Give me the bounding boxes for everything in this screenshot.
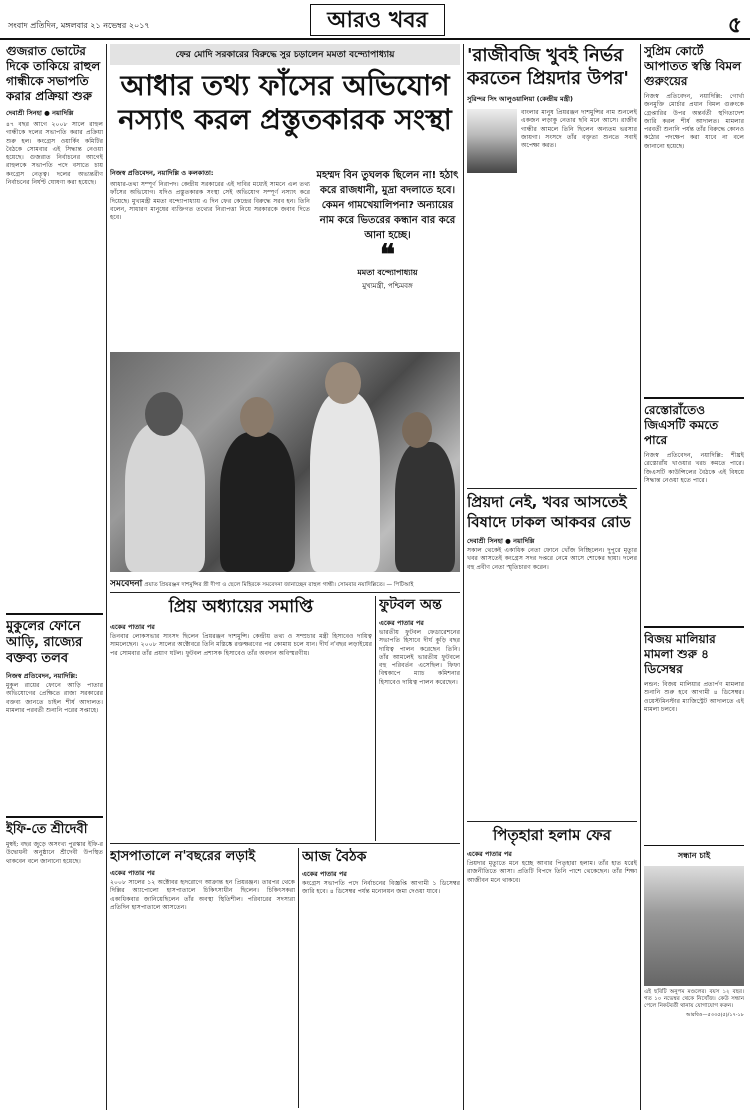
story-byline: সুরিন্দর সিং আলুওয়ালিয়া (কেন্দ্রীয় মন্ত্রী) (467, 95, 573, 103)
quote-author: মমতা বন্দ্যোপাধ্যায় (357, 267, 418, 277)
story-rajib (467, 44, 637, 484)
caption-text: প্রয়াত প্রিয়রঞ্জন দাশমুন্সির স্ত্রী দীপা ও ছেলে মিহিরকে সমবেদনা জানাচ্ছেন রাহুল গান্ধী। সোমবার নয়াদিল্লিতে। — পিটিআই (144, 582, 414, 588)
story-headline: পিতৃহারা হলাম ফের (492, 826, 612, 844)
column-rule (106, 44, 107, 1110)
story-body: তিনবার লোকসভার সাংসদ ছিলেন প্রিয়রঞ্জন দাশমুন্সি। কেন্দ্রীয় তথ্য ও সম্প্রচার মন্ত্রী হিসাবেও দায়িত্ব সামলেছেন। ২০০৮ সালের অক্টোবরে তিনি মস্তিষ্কে রক্তক্ষরণের পর কোমায় চলে যান। দীর্ঘ ন'বছর লড়াইয়ের পর সোমবার তাঁর প্রয়াণ ঘটল। ফুটবল প্রশাসক হিসাবেও তাঁর অবদান অবিস্মরণীয়। (110, 633, 372, 657)
lead-quote (315, 168, 460, 350)
lead-kicker: ফের মোদি সরকারের বিরুদ্ধে সুর চড়ালেন মমতা বন্দ্যোপাধ্যায় (110, 44, 460, 65)
column-rule (375, 596, 376, 841)
photo-figure (145, 392, 183, 436)
story-headline: হাসপাতালে ন'বছরের লড়াই (110, 849, 256, 864)
photo-figure (310, 392, 380, 572)
divider (467, 821, 637, 822)
story-priyo (110, 596, 372, 841)
divider (6, 613, 103, 615)
story-headline: প্রিয়দা নেই, খবর আসতেই বিষাদে ঢাকল আকবর রোড (467, 493, 631, 531)
story-body: নিজস্ব প্রতিবেদন, নয়াদিল্লি: শীঘ্রই রেস্তোরাঁয় খাওয়ার খরচ কমতে পারে। জিএসটি কাউন্সিলের বৈঠকে এই বিষয়ে সিদ্ধান্ত নেওয়া হতে পারে। (644, 452, 744, 484)
divider (644, 626, 744, 628)
divider (6, 816, 103, 818)
photo-figure (395, 442, 455, 572)
story-headline: মুকুলের ফোনে আড়ি, রাজ্যের বক্তব্য তলব (6, 619, 83, 666)
story-body: লন্ডন: বিজয় মালিয়ার প্রত্যর্পণ মামলার শুনানি শুরু হবে আগামী ৪ ডিসেম্বর। ওয়েস্টমিনস্টার ম্যাজিস্ট্রেট আদালতে এই মামলা চলবে। (644, 681, 744, 713)
story-headline: ইফি-তে শ্রীদেবী (6, 822, 88, 837)
photo-figure (220, 432, 295, 572)
story-body: ২০০৮ সালের ১২ অক্টোবর হৃদরোগে আক্রান্ত হন প্রিয়রঞ্জন। তারপর থেকে দিল্লির অ্যাপোলো হাসপাতালে চিকিৎসাধীন ছিলেন। চিকিৎসকরা একাধিকবার জানিয়েছিলেন তাঁর অবস্থা স্থিতিশীল। পরিবারের সদস্যরা প্রতিদিন হাসপাতালে আসতেন। (110, 879, 295, 911)
divider (644, 845, 744, 846)
story-meeting (302, 848, 460, 1108)
story-headline: রেস্তোরাঁতেও জিএসটি কমতে পারে (644, 403, 719, 447)
story-headline: গুজরাত ভোটের দিকে তাকিয়ে রাহুল গান্ধীকে সভাপতি করার প্রক্রিয়া শুরু (6, 44, 101, 103)
lead-headline (110, 69, 460, 137)
story-headline: 'রাজীবজি খুবই নির্ভর করতেন প্রিয়দার উপর' (467, 45, 629, 89)
photo-figure (125, 422, 205, 572)
story-body: বাংলার মানুষ প্রিয়রঞ্জন দাশমুন্সির নাম শুনলেই একজন লড়াকু নেতার ছবি মনে আসে। রাজীব গান্ধীর আমলে তিনি ছিলেন অন্যতম ভরসার জায়গা। সংসদে তাঁর বক্তৃতা শুনতে সবাই অপেক্ষা করত। (521, 109, 637, 150)
story-lead: একের পাতার পর (110, 869, 155, 877)
divider (110, 843, 460, 844)
divider (644, 397, 744, 399)
story-body: ৪৭ বছর আগে ২০০৮ সালে রাহুল গান্ধীকে দলের সভাপতি করার প্রক্রিয়া শুরু হল। কংগ্রেস ওয়ার্কিং কমিটির বৈঠকে সোমবার এই সিদ্ধান্ত নেওয়া হয়েছে। গুজরাত নির্বাচনের আগেই রাহুলকে সভাপতি পদে বসাতে চায় কংগ্রেস নেতৃত্ব। দলের অভ্যন্তরীণ নির্বাচনের নির্ঘণ্ট ঘোষণা করা হয়েছে। (6, 121, 103, 187)
photo-figure (240, 397, 274, 437)
section-title: আরও খবর (310, 4, 445, 36)
story-byline: নিজস্ব প্রতিবেদন, নয়াদিল্লি: (6, 672, 78, 680)
page-header (0, 0, 750, 40)
caption-label: সমবেদনা (110, 579, 143, 588)
divider (467, 488, 637, 489)
column-rule (463, 44, 464, 1110)
lead-byline: নিজস্ব প্রতিবেদন, নয়াদিল্লি ও কলকাতা: (110, 169, 214, 177)
missing-text: এই ছবিটি অনুপম মণ্ডলের। বয়স ১২ বছর। গত ১০ নভেম্বর থেকে নিখোঁজ। কেউ সন্ধান পেলে নিকটবর্তী থানায় যোগাযোগ করুন। (644, 989, 744, 1009)
left-column (6, 44, 103, 1110)
divider (110, 592, 460, 593)
lead-headline-line2: নস্যাৎ করল প্রস্তুতকারক সংস্থা (118, 103, 452, 136)
ad-code: আরবিও—৫৩৩৫(৫)/১৭-১৮ (686, 1012, 744, 1018)
lead-body-text: আধার-তথ্য সম্পূর্ণ নিরাপদ। কেন্দ্রীয় সরকারের এই দাবির মধ্যেই সামনে এল তথ্য ফাঁসের অভিযোগ। যদিও প্রস্তুতকারক সংস্থা সেই অভিযোগ সম্পূর্ণ নস্যাৎ করে দিয়েছে। মুখ্যমন্ত্রী মমতা বন্দ্যোপাধ্যায় এ দিন ফের কেন্দ্রের বিরুদ্ধে সরব হন। তিনি বলেন, সাধারণ মানুষের ব্যক্তিগত তথ্যের নিরাপত্তা নিয়ে সরকারকে জবাব দিতে হবে। (110, 181, 310, 222)
dateline: সংবাদ প্রতিদিন, মঙ্গলবার ২১ নভেম্বর ২০১৭ (8, 21, 150, 30)
story-byline: দেবাশ্রী সিনহা ● নয়াদিল্লি (467, 537, 535, 545)
story-body: মুম্বই: বছর জুড়ে অসংখ্য পুরস্কার ইফি-র উদ্বোধনী অনুষ্ঠানে শ্রীদেবী উপস্থিত থাকবেন বলে জানানো হয়েছে। (6, 841, 103, 865)
right-column (644, 44, 744, 1110)
story-body: নিজস্ব প্রতিবেদন, নয়াদিল্লি: গোর্খা জনমুক্তি মোর্চার প্রধান বিমল গুরুংকে গ্রেপ্তারির উপর অন্তর্বর্তী স্থগিতাদেশ জারি করল শীর্ষ আদালত। মামলার পরবর্তী শুনানি পর্যন্ত তাঁর বিরুদ্ধে কোনও কঠোর পদক্ষেপ করা যাবে না বলে জানানো হয়েছে। (644, 93, 744, 150)
story-lead: একের পাতার পর (110, 623, 155, 631)
story-body: প্রিয়দার মৃত্যুতে মনে হচ্ছে আবার পিতৃহারা হলাম। তাঁর হাত ধরেই রাজনীতিতে আসা। প্রতিটি বিপদে তিনি পাশে থেকেছেন। তাঁর শিক্ষা আজীবন মনে থাকবে। (467, 860, 637, 884)
story-body: ভারতীয় ফুটবল ফেডারেশনের সভাপতি হিসাবে দীর্ঘ কুড়ি বছর দায়িত্ব পালন করেছেন তিনি। তাঁর আমলেই ভারতীয় ফুটবলে বহু পরিবর্তন এসেছিল। ফিফা বিশ্বকাপে ম্যাচ কমিশনার হিসাবেও দায়িত্ব পালন করেছেন। (379, 629, 460, 686)
story-byline: দেবাশ্রী সিনহা ● নয়াদিল্লি (6, 109, 74, 117)
story-headline: সুপ্রিম কোর্টে আপাতত স্বস্তি বিমল গুরুংয়ের (644, 44, 742, 88)
lead-headline-line1: আধার তথ্য ফাঁসের অভিযোগ (120, 69, 450, 102)
story-lead: একের পাতার পর (379, 619, 424, 627)
story-lead: একের পাতার পর (467, 850, 512, 858)
story-body: সকাল থেকেই একাধিক নেতা ফোনে খোঁজ নিচ্ছিলেন। দুপুরে মৃত্যুর খবর আসতেই কংগ্রেস সদর দপ্তরে নেমে আসে শোকের ছায়া। দলের বহু প্রবীণ নেতা স্মৃতিচারণ করেন। (467, 547, 637, 571)
missing-label: সন্ধান চাই (677, 851, 711, 860)
story-headline: প্রিয় অধ্যায়ের সমাপ্তি (168, 597, 314, 617)
column-rule (640, 44, 641, 1110)
story-hospital (110, 848, 295, 1108)
missing-person-photo (644, 866, 744, 986)
news-photo (110, 352, 460, 572)
portrait-photo (467, 109, 517, 173)
story-body: মুকুল রায়ের ফোনে আড়ি পাতার অভিযোগের প্রেক্ষিতে রাজ্য সরকারের বক্তব্য জানতে চাইল শীর্ষ আদালত। মামলার পরবর্তী শুনানি পরের সপ্তাহে। (6, 682, 103, 714)
story-football (379, 596, 460, 841)
story-lead: একের পাতার পর (302, 870, 347, 878)
quote-mark-icon: ❝ (379, 238, 396, 271)
column-rule (298, 848, 299, 1108)
story-father (467, 825, 637, 1108)
story-headline: ফুটবল অন্ত (379, 597, 442, 613)
photo-figure (325, 362, 361, 404)
story-body: কংগ্রেস সভাপতি পদে নির্বাচনের বিজ্ঞপ্তি আগামী ১ ডিসেম্বর জারি হবে। ৪ ডিসেম্বর পর্যন্ত মনোনয়ন জমা দেওয়া যাবে। (302, 880, 460, 896)
lead-body (110, 168, 310, 350)
quote-role: মুখ্যমন্ত্রী, পশ্চিমবঙ্গ (362, 282, 413, 290)
photo-figure (402, 412, 432, 448)
story-headline: আজ বৈঠক (302, 849, 367, 865)
story-headline: বিজয় মালিয়ার মামলা শুরু ৪ ডিসেম্বর (644, 632, 716, 676)
page-number: ৫ (727, 12, 742, 38)
quote-text: মহম্মদ বিন তুঘলক ছিলেন না! হঠাৎ করে রাজধানী, মুদ্রা বদলাতে হবে। কেমন গামখেয়ালিপনা? অন্যায়ের নাম করে ভিতরের কন্ধান বার করে আনা হচ্ছে। (316, 170, 459, 241)
photo-caption (110, 576, 460, 588)
story-priyoda (467, 492, 637, 817)
